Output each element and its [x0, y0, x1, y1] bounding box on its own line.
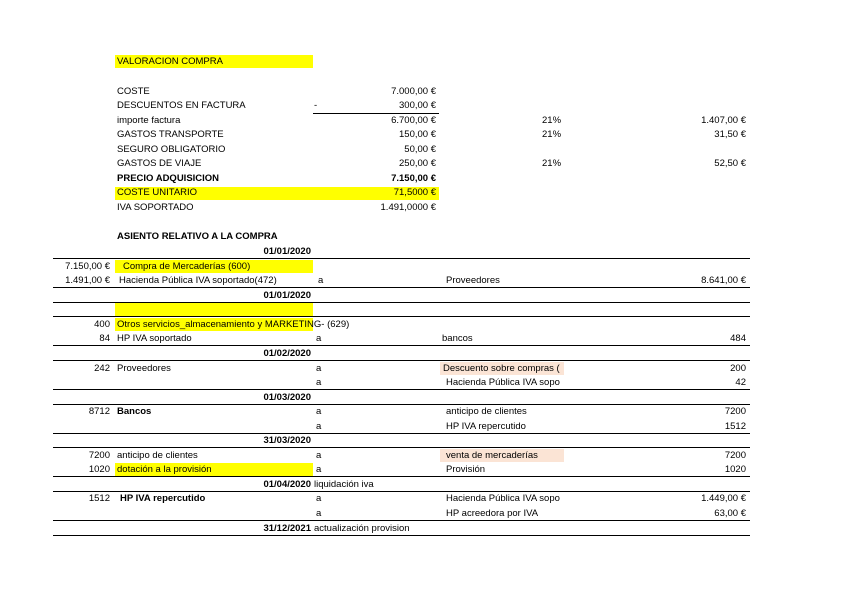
row-divider: [53, 433, 750, 434]
valoracion-title: VALORACION COMPRA: [117, 56, 223, 67]
entry-date: 01/02/2020: [263, 348, 311, 359]
row-divider: [53, 316, 750, 317]
valoracion-label: importe factura: [117, 115, 181, 126]
row-divider: [53, 360, 750, 361]
entry-date: 01/01/2020: [263, 290, 311, 301]
debit-amount: 400: [94, 319, 110, 330]
debit-account: Proveedores: [117, 363, 171, 374]
valoracion-label: GASTOS TRANSPORTE: [117, 129, 224, 140]
row-divider: [53, 389, 750, 390]
row-divider: [53, 287, 750, 288]
credit-account: HP acreedora por IVA: [446, 508, 539, 519]
iva-amount: 52,50 €: [714, 158, 746, 169]
credit-amount: 42: [735, 377, 746, 388]
credit-account: Proveedores: [446, 275, 500, 286]
a-separator: a: [316, 464, 322, 475]
valoracion-value: 7.000,00 €: [391, 86, 436, 97]
credit-amount: 8.641,00 €: [701, 275, 746, 286]
valoracion-value: 1.491,0000 €: [380, 202, 436, 213]
credit-amount: 63,00 €: [714, 508, 746, 519]
valoracion-label: COSTE UNITARIO: [117, 187, 198, 198]
debit-amount: 84: [99, 333, 110, 344]
row-divider: [53, 520, 750, 521]
a-separator: a: [318, 275, 324, 286]
iva-amount: 31,50 €: [714, 129, 746, 140]
entry-date: 01/03/2020: [263, 392, 311, 403]
debit-account: HP IVA repercutido: [120, 493, 206, 504]
iva-amount: 1.407,00 €: [701, 115, 746, 126]
a-separator: a: [316, 421, 322, 432]
debit-account: Bancos: [117, 406, 152, 417]
credit-amount: 200: [730, 363, 746, 374]
a-separator: a: [316, 508, 322, 519]
debit-account: Hacienda Pública IVA soportado(472): [119, 275, 277, 286]
credit-amount: 1.449,00 €: [701, 493, 746, 504]
credit-amount: 7200: [724, 406, 746, 417]
credit-amount: 1020: [724, 464, 746, 475]
debit-amount: 8712: [88, 406, 110, 417]
valoracion-label: PRECIO ADQUISICION: [117, 173, 220, 184]
credit-account: Provisión: [446, 464, 486, 475]
credit-amount: 484: [730, 333, 746, 344]
entry-note: actualización provision: [314, 523, 410, 534]
a-separator: a: [316, 377, 322, 388]
iva-percent: 21%: [542, 129, 562, 140]
debit-amount: 1512: [88, 493, 110, 504]
debit-amount: 242: [94, 363, 110, 374]
debit-account: anticipo de clientes: [117, 450, 198, 461]
entry-date: 31/12/2021: [263, 523, 311, 534]
minus-sign: -: [314, 100, 318, 111]
valoracion-value: 50,00 €: [404, 144, 436, 155]
credit-account: venta de mercaderías: [446, 450, 538, 461]
row-divider: [53, 404, 750, 405]
credit-amount: 7200: [724, 450, 746, 461]
valoracion-label: COSTE: [117, 86, 150, 97]
valoracion-label: SEGURO OBLIGATORIO: [117, 144, 226, 155]
debit-account: Otros servicios_almacenamiento y MARKETING- (629): [117, 319, 350, 330]
credit-account: Descuento sobre compras (: [443, 363, 560, 374]
credit-account: bancos: [442, 333, 473, 344]
debit-amount: 1.491,00 €: [65, 275, 110, 286]
valoracion-value: 300,00 €: [399, 100, 436, 111]
row-divider: [53, 345, 750, 346]
row-divider: [53, 476, 750, 477]
subtotal-line: [313, 113, 439, 114]
debit-account: Compra de Mercaderías (600): [123, 261, 251, 272]
a-separator: a: [316, 406, 322, 417]
valoracion-label: DESCUENTOS EN FACTURA: [117, 100, 246, 111]
credit-account: HP IVA repercutido: [446, 421, 526, 432]
valoracion-label: GASTOS DE VIAJE: [117, 158, 202, 169]
valoracion-value: 250,00 €: [399, 158, 436, 169]
row-divider: [53, 535, 750, 536]
a-separator: a: [316, 363, 322, 374]
asiento-title: ASIENTO RELATIVO A LA COMPRA: [117, 231, 278, 242]
entry-date: 01/01/2020: [263, 246, 311, 257]
row-divider: [53, 302, 750, 303]
row-divider: [53, 447, 750, 448]
iva-percent: 21%: [542, 115, 562, 126]
debit-account: HP IVA soportado: [117, 333, 192, 344]
iva-percent: 21%: [542, 158, 562, 169]
valoracion-value: 71,5000 €: [393, 187, 436, 198]
entry-note: liquidación iva: [314, 479, 374, 490]
valoracion-label: IVA SOPORTADO: [117, 202, 194, 213]
debit-account: dotación a la provisión: [117, 464, 212, 475]
a-separator: a: [316, 450, 322, 461]
debit-amount: 7.150,00 €: [65, 261, 110, 272]
debit-amount: 7200: [88, 450, 110, 461]
valoracion-value: 6.700,00 €: [391, 115, 436, 126]
row-divider: [53, 491, 750, 492]
valoracion-value: 7.150,00 €: [391, 173, 436, 184]
valoracion-value: 150,00 €: [399, 129, 436, 140]
credit-amount: 1512: [724, 421, 746, 432]
credit-account: Hacienda Pública IVA sopo: [446, 493, 560, 504]
credit-account: Hacienda Pública IVA sopo: [446, 377, 560, 388]
a-separator: a: [316, 493, 322, 504]
a-separator: a: [316, 333, 322, 344]
debit-amount: 1020: [88, 464, 110, 475]
entry-date: 01/04/2020: [263, 479, 311, 490]
entry-date: 31/03/2020: [263, 435, 311, 446]
empty-highlight: [115, 303, 313, 316]
row-divider: [53, 258, 750, 259]
credit-account: anticipo de clientes: [446, 406, 527, 417]
